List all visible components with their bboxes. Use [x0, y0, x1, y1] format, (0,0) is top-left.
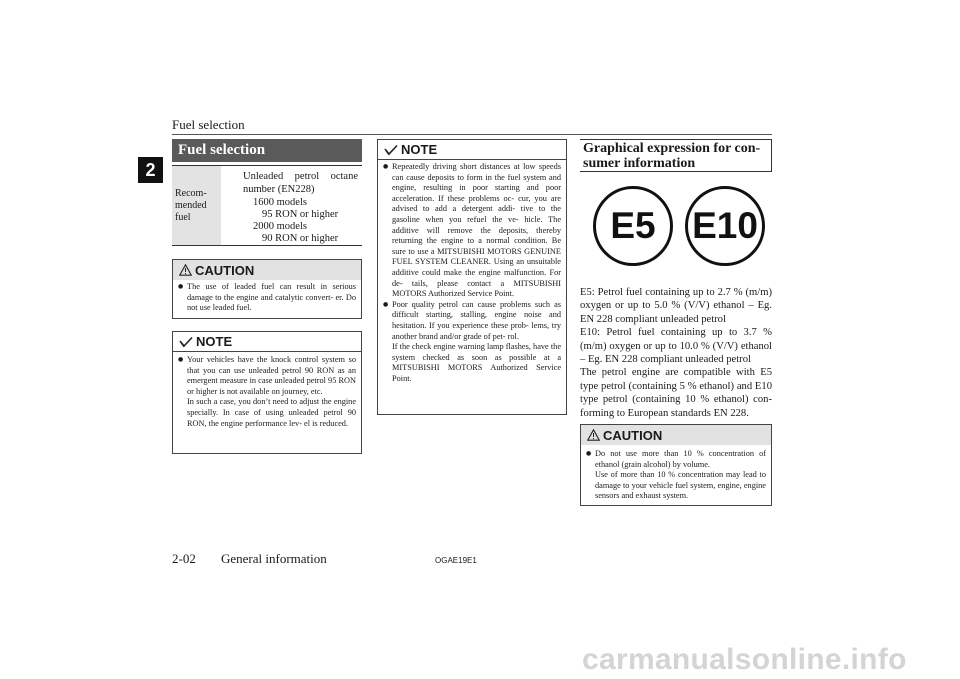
bullet-item: [383, 162, 561, 300]
caution-box-ethanol: [580, 424, 772, 506]
note-check-icon: [179, 336, 193, 348]
caution-text: Do not use more than 10 % concentration of ethanol (grain alcohol) by volume. Use of more than 10 % concentration may lead to damage to your vehicle fuel system, engine, engine sensors and exhaust system.: [595, 449, 766, 501]
bullet-item: [178, 282, 356, 314]
note-body: [173, 352, 361, 429]
fuel-table-content: [222, 166, 362, 245]
caution-title: CAUTION: [603, 427, 663, 443]
fuel-table-label: Recom- mended fuel: [175, 188, 207, 223]
note-box-knock-control: [172, 331, 362, 454]
bullet-item: [178, 355, 356, 429]
note-header: [173, 332, 361, 352]
fuel-model-1600: 1600 models: [253, 197, 307, 208]
caution-header: [581, 425, 771, 445]
footer-section-title: General information: [221, 551, 327, 566]
warning-triangle-icon: [587, 429, 600, 441]
bullet-dot-icon: ●: [383, 163, 389, 170]
note-box-deposits: [377, 139, 567, 415]
fuel-octane-2000: 90 RON or higher: [262, 233, 339, 244]
note-text-poor-quality: Poor quality petrol can cause problems such as difficult starting, stalling, engine noise and hesitation. If you experience these prob- lems, try another brand and/or grade of pet- rol. If the check engine warning lamp flashes, have the system checked as soon as possible at a MITSUBISHI MOTORS Authorized Service Point.: [392, 299, 561, 383]
caution-title: CAUTION: [195, 262, 255, 278]
watermark: carmanualsonline.info: [582, 643, 907, 676]
fuel-table-label-cell: [172, 166, 221, 245]
header-rule: [172, 134, 772, 135]
note-title: NOTE: [196, 334, 233, 349]
bullet-item: [586, 449, 766, 502]
fuel-spec-line: number (EN228): [243, 184, 315, 195]
note-check-icon: [384, 144, 398, 156]
fuel-spec-line: Unleaded petrol octane: [243, 171, 358, 182]
running-header-title: Fuel selection: [172, 117, 245, 132]
caution-box-leaded-fuel: [172, 259, 362, 319]
note-body: [378, 160, 566, 384]
fuel-label-description: E5: Petrol fuel containing up to 2.7 % (m/m) oxygen or up to 5.0 % (V/V) ethanol – Eg. EN 228 compliant unleaded petrol E10: Petrol fuel containing up to 3.7 % (m/m) oxygen or up to 10.0 % (V/V) ethanol – Eg. EN 228 compliant unleaded petrol The petrol engine are compatible with E5 type petrol (containing 5 % ethanol) and E10 type petrol (containing 10 % ethanol) con- forming to European standards EN 228.: [580, 287, 772, 419]
graphical-heading: Graphical expression for con- sumer information: [580, 139, 772, 172]
bullet-dot-icon: ●: [178, 356, 184, 363]
e10-fuel-label-icon: E10: [685, 186, 765, 266]
fuel-table: [172, 165, 362, 246]
caution-header: [173, 260, 361, 280]
caution-body: [581, 445, 771, 502]
fuel-octane-1600: 95 RON or higher: [262, 209, 339, 220]
note-text: Your vehicles have the knock control system so that you can use unleaded petrol 90 RON as an emergent measure in case unleaded petrol 95 RON or higher is not available on journey, etc. In such a case, you don’t need to adjust the engine specially. In case of using unleaded petrol 90 RON, the engine performance lev- el is reduced.: [187, 355, 356, 428]
footer-page-number: 2-02: [172, 551, 196, 566]
chapter-tab: 2: [138, 157, 163, 183]
caution-body: [173, 280, 361, 314]
note-header: [378, 140, 566, 160]
fuel-model-2000: 2000 models: [253, 221, 307, 232]
bullet-dot-icon: ●: [178, 283, 184, 290]
bullet-dot-icon: ●: [383, 300, 389, 308]
warning-triangle-icon: [179, 264, 192, 276]
note-text-deposits: Repeatedly driving short distances at low speeds can cause deposits to form in the fuel system and engine, resulting in poor starting and poor acceleration. If these problems oc- cur, you are advised to add a detergent addi- tive to the gasoline when you refuel the ve- hicle. The additive will remove the deposits, thereby returning the engine to a normal condition. Be sure to use a MITSUBISHI MOTORS GENUINE FUEL SYSTEM CLEANER. Using an unsuitable additive could make the engine malfunction. For de- tails, please contact a MITSUBISHI MOTORS Authorized Service Point.: [392, 162, 561, 299]
caution-text: The use of leaded fuel can result in serious damage to the engine and catalytic convert- er. Do not use leaded fuel.: [187, 282, 356, 313]
footer-doc-code: OGAE19E1: [435, 556, 477, 565]
note-title: NOTE: [401, 142, 438, 157]
bullet-item: [383, 300, 561, 385]
section-heading: Fuel selection: [172, 139, 362, 162]
e5-fuel-label-icon: E5: [593, 186, 673, 266]
bullet-dot-icon: ●: [586, 450, 592, 457]
